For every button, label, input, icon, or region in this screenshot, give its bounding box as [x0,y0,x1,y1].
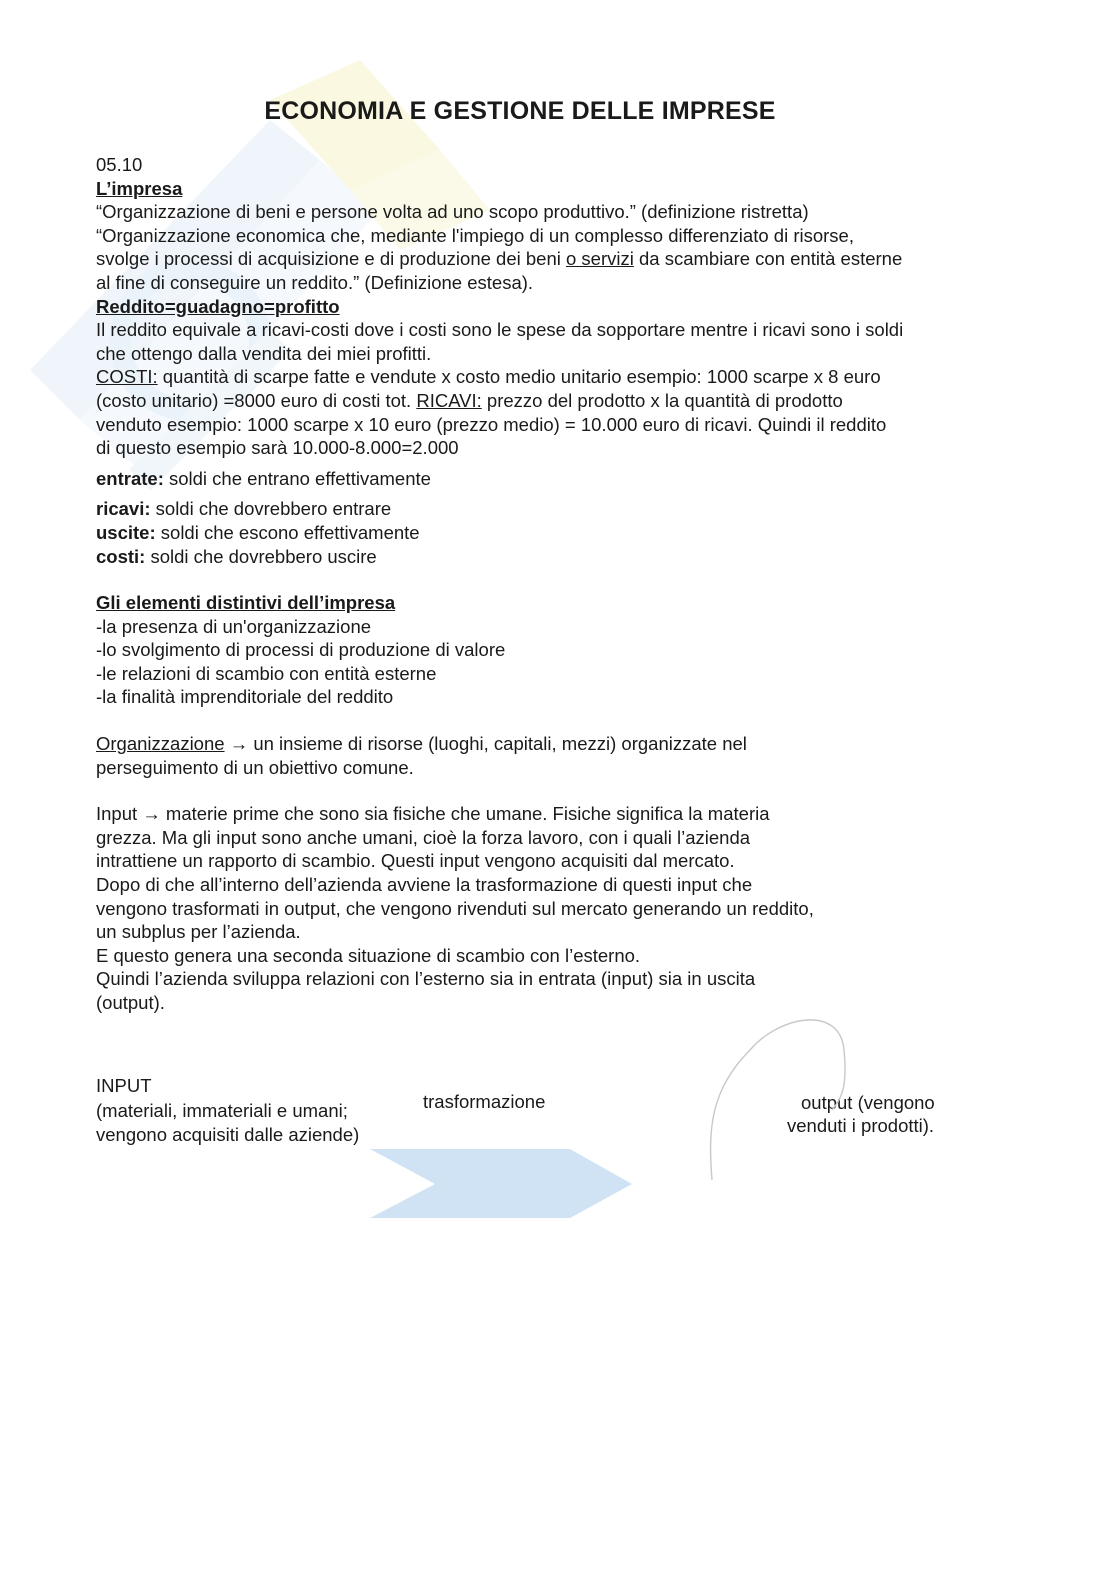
term-ricavi: ricavi: soldi che dovrebbero entrare [96,498,392,520]
document-body [96,153,1016,1015]
diagram-output-2: venduti i prodotti). [787,1115,935,1136]
term-uscite: uscite: soldi che escono effettivamente [96,521,420,543]
reddito-line-4: (costo unitario) =8000 euro di costi tot. RICAVI: prezzo del prodotto x la quantità di prodotto [96,389,843,411]
list-item: -le relazioni di scambio con entità esterne [96,662,437,684]
reddito-line-5: venduto esempio: 1000 scarpe x 10 euro (prezzo medio) = 10.000 euro di ricavi. Quindi il reddito [96,413,887,435]
organizzazione-line-1: Organizzazione → un insieme di risorse (luoghi, capitali, mezzi) organizzate nel [96,733,747,755]
diagram-trasformazione: trasformazione [423,1091,546,1112]
list-item: -la presenza di un'organizzazione [96,615,372,637]
impresa-def-wide-1: “Organizzazione economica che, mediante l'impiego di un complesso differenziato di risorse, [96,224,854,246]
impresa-def-wide-2: svolge i processi di acquisizione e di produzione dei beni o servizi da scambiare con entità esterne [96,248,903,270]
input-output-diagram [0,1040,1116,1240]
input-paragraph-line: grezza. Ma gli input sono anche umani, cioè la forza lavoro, con i quali l’azienda [96,826,751,848]
diagram-input-desc-1: (materiali, immateriali e umani; [96,1100,348,1121]
input-paragraph-line: Input → materie prime che sono sia fisiche che umane. Fisiche significa la materia [96,803,770,825]
input-paragraph-line: Dopo di che all’interno dell’azienda avviene la trasformazione di questi input che [96,874,753,896]
curved-line-icon [700,1010,870,1190]
list-item: -la finalità imprenditoriale del reddito [96,686,394,708]
term-costi: costi: soldi che dovrebbero uscire [96,545,377,567]
reddito-line-2: che ottengo dalla vendita dei miei profitti. [96,342,432,364]
input-paragraph-line: vengono trasformati in output, che vengono rivenduti sul mercato generando un reddito, [96,897,814,919]
chevron-arrow-icon [360,1140,650,1230]
input-paragraph-line: Quindi l’azienda sviluppa relazioni con l’esterno sia in entrata (input) sia in uscita [96,968,756,990]
diagram-input-desc-2: vengono acquisiti dalle aziende) [96,1124,360,1145]
term-entrate: entrate: soldi che entrano effettivamente [96,467,431,489]
reddito-heading: Reddito=guadagno=profitto [96,295,340,317]
impresa-def-narrow: “Organizzazione di beni e persone volta ad uno scopo produttivo.” (definizione ristretta) [96,201,809,223]
date-label: 05.10 [96,154,143,175]
elementi-heading: Gli elementi distintivi dell’impresa [96,592,396,614]
list-item: -lo svolgimento di processi di produzione di valore [96,639,506,661]
reddito-line-3: COSTI: quantità di scarpe fatte e vendute x costo medio unitario esempio: 1000 scarpe x 8 euro [96,366,881,388]
input-paragraph-line: intrattiene un rapporto di scambio. Questi input vengono acquisiti dal mercato. [96,850,735,872]
input-paragraph-line: (output). [96,992,165,1013]
organizzazione-line-2: perseguimento di un obiettivo comune. [96,756,414,778]
page-title: ECONOMIA E GESTIONE DELLE IMPRESE [264,97,776,125]
diagram-input-title: INPUT [96,1075,152,1096]
input-paragraph-line: un subplus per l’azienda. [96,921,301,943]
impresa-heading: L’impresa [96,177,183,199]
input-paragraph-line: E questo genera una seconda situazione di scambio con l’esterno. [96,944,641,966]
diagram-output-1: output (vengono [801,1092,935,1113]
reddito-line-1: Il reddito equivale a ricavi-costi dove i costi sono le spese da sopportare mentre i ricavi sono i soldi [96,319,904,341]
reddito-line-6: di questo esempio sarà 10.000-8.000=2.000 [96,437,459,459]
impresa-def-wide-3: al fine di conseguire un reddito.” (Definizione estesa). [96,271,534,293]
